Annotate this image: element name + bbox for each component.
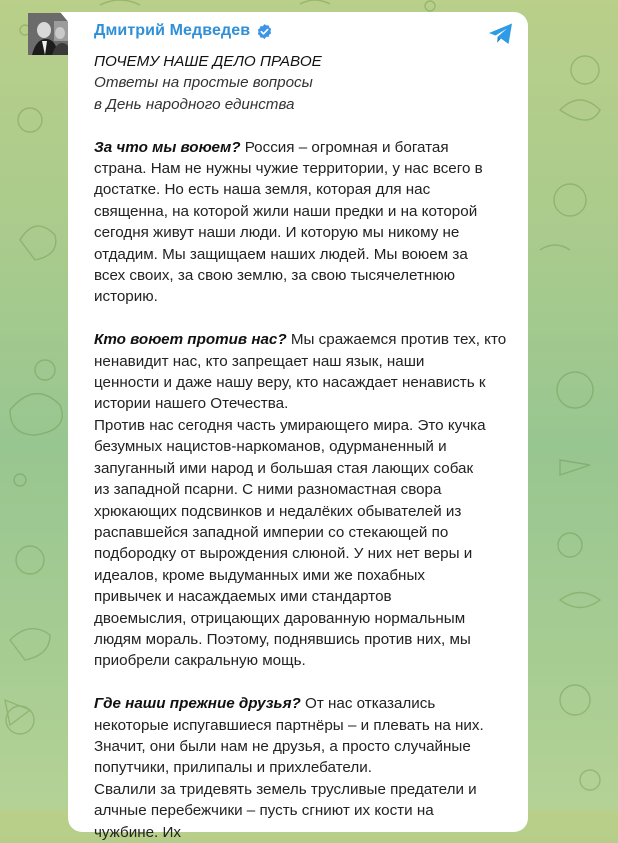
paragraph-gap [94, 308, 524, 329]
text-line: из западной псарни. С ними разномастная свора [94, 481, 442, 499]
author-name[interactable]: Дмитрий Медведев [94, 22, 251, 39]
post-title: ПОЧЕМУ НАШЕ ДЕЛО ПРАВОЕ [94, 53, 322, 70]
text-line: историю. [94, 288, 158, 306]
text-line: истории нашего Отечества. [94, 395, 289, 413]
text-line: От нас отказались [300, 695, 436, 713]
post-subtitle-line: в День народного единства [94, 95, 295, 113]
text-line: подбородку от вырождения слюной. У них нет веры и [94, 545, 473, 563]
text-line: Россия – огромная и богатая [240, 138, 449, 156]
text-line: Против нас сегодня часть умирающего мира. Это кучка [94, 416, 486, 434]
paragraph-gap [94, 115, 524, 136]
avatar-photo-icon [28, 13, 70, 55]
paragraph-gap [94, 672, 524, 693]
text-line: некоторые испугавшиеся партнёры – и плевать на них. [94, 716, 484, 734]
text-line: ценности и даже нашу веру, кто насаждает ненависть к [94, 374, 486, 392]
text-line: попутчики, прилипалы и прихлебатели. [94, 759, 372, 777]
text-line: алчные перебежчики – пусть сгниют их кости на [94, 802, 434, 820]
text-line: хрюкающих подсвинков и недалёких обывателей из [94, 502, 462, 520]
text-line: людям мораль. Поэтому, поднявшись против них, мы [94, 630, 471, 648]
text-line: распавшейся западной империи со стекающей по [94, 523, 449, 541]
text-line: страна. Нам не нужны чужие территории, у нас всего в [94, 160, 483, 178]
section-question: Кто воюет против нас? [94, 331, 287, 349]
message-header [94, 22, 273, 40]
section-why-we-fight [94, 137, 524, 308]
section-who-fights-us [94, 329, 524, 672]
section-question: Где наши прежние друзья? [94, 695, 301, 713]
telegram-icon[interactable] [488, 22, 514, 46]
text-line: священна, на которой жили наши предки и на которой [94, 202, 478, 220]
text-line: привычек и насаждаемых ими стандартов [94, 588, 392, 606]
post-subtitle-line: Ответы на простые вопросы [94, 74, 313, 92]
text-line: достатке. Но есть наша земля, которая для нас [94, 181, 431, 199]
text-line: отдадим. Мы защищаем наших людей. Мы воюем за [94, 245, 468, 263]
text-line: двоемыслия, отрицающих дарованную нормальным [94, 609, 466, 627]
text-line [94, 693, 524, 714]
text-line: чужбине. Их [94, 823, 181, 841]
text-line: Свалили за тридевять земель трусливые предатели и [94, 780, 477, 798]
text-line: Значит, они были нам не друзья, а просто случайные [94, 737, 471, 755]
author-avatar[interactable] [28, 13, 70, 55]
text-line: Мы сражаемся против тех, кто [286, 331, 507, 349]
text-line: безумных нацистов-наркоманов, одурманенный и [94, 438, 447, 456]
text-line: сегодня живут наши люди. И которую мы никому не [94, 224, 460, 242]
text-line: ненавидит нас, кто запрещает наш язык, наши [94, 352, 425, 370]
verified-badge-icon [256, 23, 273, 40]
text-line [94, 329, 524, 350]
text-line: запуганный ими народ и большая стая лающих собак [94, 459, 474, 477]
section-former-friends [94, 693, 524, 843]
text-line: идеалов, кроме выдуманных ими же похабных [94, 566, 425, 584]
section-question: За что мы воюем? [94, 138, 241, 156]
text-line: приобрели сакральную мощь. [94, 652, 306, 670]
text-line [94, 137, 524, 158]
text-line: всех своих, за свою землю, за свою тысячелетнюю [94, 267, 456, 285]
message-body [94, 51, 524, 843]
